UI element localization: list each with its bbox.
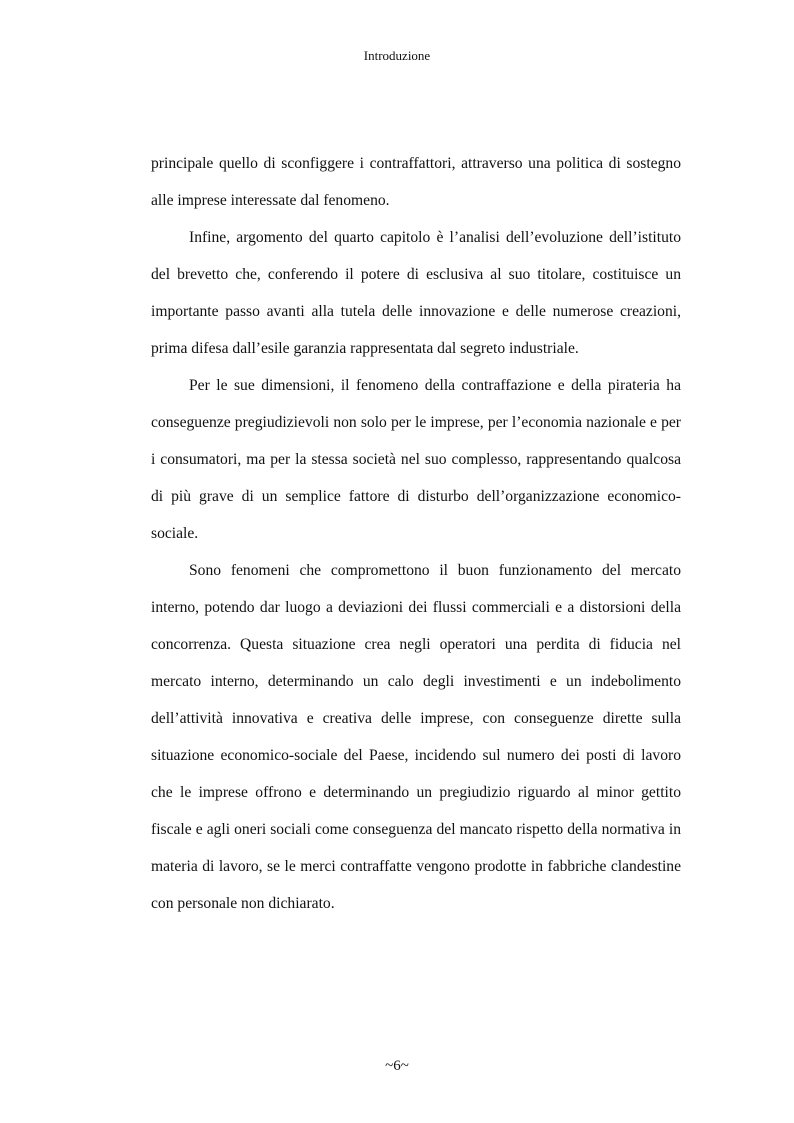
page-number: ~6~ <box>385 1058 409 1074</box>
paragraph-consequences: Per le sue dimensioni, il fenomeno della contraffazione e della pirateria ha conseguenze pregiudizievoli non solo per le imprese, per l’economia nazionale e per i consumatori, ma per la stessa società nel suo complesso, rappresentando qualcosa di più grave di un semplice fattore di disturbo dell’organizzazione economico-sociale. <box>151 377 681 542</box>
running-header: Introduzione <box>363 48 431 63</box>
paragraph-patent-chapter: Infine, argomento del quarto capitolo è l’analisi dell’evoluzione dell’istituto del brevetto che, conferendo il potere di esclusiva al suo titolare, costituisce un importante passo avanti alla tutela delle innovazione e delle numerose creazioni, prima difesa dall’esile garanzia rappresentata dal segreto industriale. <box>151 229 681 357</box>
body-text <box>151 145 681 922</box>
paragraph-continuation: principale quello di sconfiggere i contraffattori, attraverso una politica di sostegno alle imprese interessate dal fenomeno. <box>151 155 681 209</box>
paragraph-market-effects: Sono fenomeni che compromettono il buon funzionamento del mercato interno, potendo dar luogo a deviazioni dei flussi commerciali e a distorsioni della concorrenza. Questa situazione crea negli operatori una perdita di fiducia nel mercato interno, determinando un calo degli investimenti e un indebolimento dell’attività innovativa e creativa delle imprese, con conseguenze dirette sulla situazione economico-sociale del Paese, incidendo sul numero dei posti di lavoro che le imprese offrono e determinando un pregiudizio riguardo al minor gettito fiscale e agli oneri sociali come conseguenza del mancato rispetto della normativa in materia di lavoro, se le merci contraffatte vengono prodotte in fabbriche clandestine con personale non dichiarato. <box>151 562 681 912</box>
